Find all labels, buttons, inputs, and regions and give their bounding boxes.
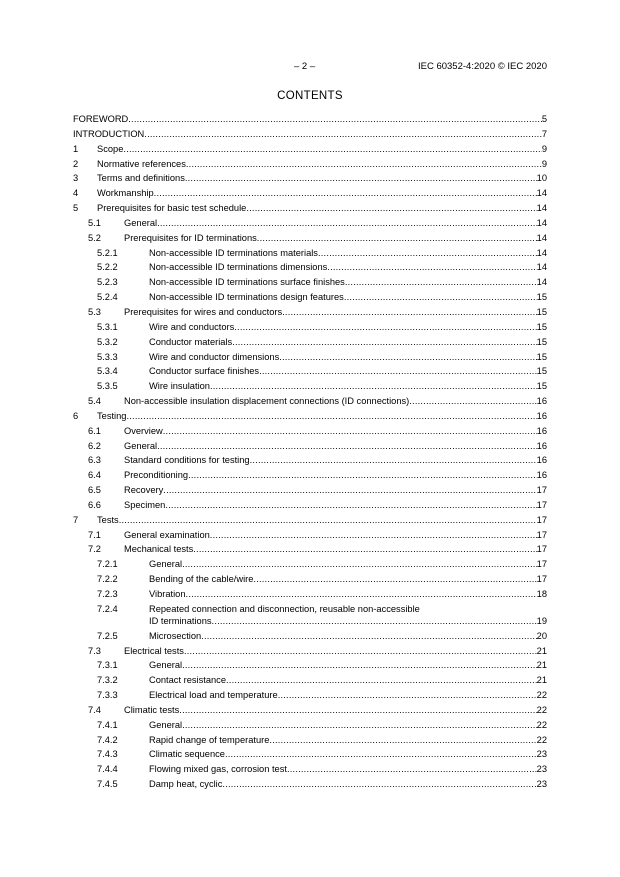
toc-entry[interactable]: [73, 202, 547, 214]
toc-entry-page: 17: [536, 514, 547, 525]
toc-leader-dots: [212, 615, 537, 627]
toc-leader-dots: [182, 659, 537, 671]
toc-entry[interactable]: [73, 158, 547, 170]
toc-leader-dots: [188, 469, 537, 481]
toc-entry-number: 7.4.5: [97, 779, 118, 790]
toc-entry[interactable]: [73, 734, 547, 746]
toc-entry-page: 21: [536, 675, 547, 686]
toc-entry-page: 17: [536, 574, 547, 585]
toc-leader-dots: [185, 172, 537, 184]
toc-leader-dots: [344, 291, 537, 303]
toc-entry-title: Rapid change of temperature: [149, 734, 270, 745]
toc-leader-dots: [182, 558, 537, 570]
toc-entry[interactable]: [73, 529, 547, 541]
toc-leader-dots: [165, 499, 536, 511]
toc-entry-title: General: [124, 217, 158, 228]
toc-entry[interactable]: [73, 128, 547, 140]
toc-entry-number: 7: [73, 514, 79, 525]
toc-entry[interactable]: [73, 514, 547, 526]
toc-entry-title: Prerequisites for ID terminations: [124, 232, 257, 243]
toc-entry-title: Non-accessible ID terminations dimensions: [149, 262, 328, 273]
toc-entry-number: 7.2.5: [97, 630, 118, 641]
toc-entry-number: 5.2.2: [97, 262, 118, 273]
toc-entry-page: 22: [536, 719, 547, 730]
toc-leader-dots: [282, 306, 537, 318]
toc-entry-title: Tests: [97, 514, 119, 525]
toc-entry-title: Non-accessible ID terminations design features: [149, 292, 344, 303]
toc-entry-number: 2: [73, 158, 79, 169]
toc-entry[interactable]: [73, 232, 547, 244]
toc-entry-number: 5.3: [88, 306, 101, 317]
toc-entry-page: 14: [536, 232, 547, 243]
page-header: [0, 61, 620, 75]
toc-entry-number: 7.3.2: [97, 675, 118, 686]
toc-leader-dots: [253, 573, 536, 585]
toc-entry[interactable]: [73, 603, 547, 627]
toc-entry-number: 7.3.3: [97, 690, 118, 701]
toc-entry-number: 5.3.2: [97, 336, 118, 347]
toc-entry-number: 7.2.3: [97, 589, 118, 599]
toc-leader-dots: [154, 187, 537, 199]
toc-entry-page: 10: [536, 173, 547, 184]
toc-entry-page: 5: [541, 114, 547, 124]
toc-leader-dots: [210, 380, 537, 392]
toc-leader-dots: [179, 704, 536, 716]
toc-entry-page: 14: [536, 262, 547, 273]
toc-entry-title: INTRODUCTION: [73, 128, 145, 139]
toc-leader-dots: [269, 734, 536, 746]
toc-entry-page: 21: [536, 645, 547, 656]
page-number: – 2 –: [294, 61, 316, 72]
toc-entry-title: Mechanical tests: [124, 544, 194, 555]
toc-entry-page: 16: [536, 455, 547, 466]
toc-entry-number: 5.4: [88, 396, 101, 407]
toc-entry-title: Repeated connection and disconnection, reusable non-accessible: [149, 603, 420, 614]
toc-entry[interactable]: [73, 588, 547, 600]
toc-entry-page: 7: [541, 128, 547, 139]
toc-leader-dots: [246, 202, 536, 214]
toc-entry-title: Overview: [124, 425, 163, 436]
toc-entry[interactable]: [73, 321, 547, 333]
toc-entry[interactable]: [73, 217, 547, 229]
toc-entry-page: 17: [536, 529, 547, 540]
toc-entry[interactable]: [73, 365, 547, 377]
toc-entry-title: General: [149, 660, 183, 671]
toc-entry-title: Flowing mixed gas, corrosion test: [149, 764, 287, 775]
toc-entry[interactable]: [73, 336, 547, 348]
toc-leader-dots: [279, 351, 536, 363]
toc-entry-title: Normative references: [97, 158, 186, 169]
toc-leader-dots: [144, 128, 542, 140]
toc-entry-number: 5.3.1: [97, 321, 118, 332]
toc-entry-title: Electrical tests: [124, 645, 184, 656]
toc-entry-page: 16: [536, 425, 547, 436]
toc-entry-page: 22: [536, 704, 547, 715]
toc-leader-dots: [163, 484, 536, 496]
toc-entry[interactable]: [73, 674, 547, 686]
toc-entry-title: Testing: [97, 410, 127, 421]
toc-leader-dots: [287, 763, 537, 775]
toc-leader-dots: [409, 395, 536, 407]
toc-entry[interactable]: [73, 276, 547, 288]
toc-entry-page: 15: [536, 306, 547, 317]
toc-entry-page: 23: [536, 749, 547, 760]
toc-entry-number: 7.4.4: [97, 764, 118, 775]
toc-entry[interactable]: [73, 291, 547, 303]
toc-entry[interactable]: [73, 630, 547, 642]
toc-entry[interactable]: [73, 172, 547, 184]
toc-entry[interactable]: [73, 261, 547, 273]
toc-entry-number: 7.2.1: [97, 559, 118, 570]
toc-entry-title: Microsection: [149, 630, 202, 641]
toc-entry[interactable]: [73, 659, 547, 671]
toc-leader-dots: [123, 143, 541, 155]
toc-entry-page: 15: [536, 292, 547, 303]
toc-entry[interactable]: [73, 410, 547, 422]
toc-entry[interactable]: [73, 395, 547, 407]
toc-entry[interactable]: [73, 543, 547, 555]
toc-entry-number: 7.1: [88, 529, 101, 540]
toc-leader-dots: [259, 365, 537, 377]
toc-leader-dots: [184, 645, 537, 657]
toc-leader-dots: [318, 247, 537, 259]
toc-leader-dots: [201, 630, 536, 642]
toc-entry-page: 21: [536, 660, 547, 671]
toc-entry-title: Recovery: [124, 485, 164, 496]
toc-entry-number: 5: [73, 203, 79, 214]
toc-entry-page: 15: [536, 336, 547, 347]
toc-leader-dots: [257, 232, 537, 244]
toc-entry-page: 19: [536, 615, 547, 626]
toc-entry[interactable]: [73, 689, 547, 701]
toc-leader-dots: [128, 113, 542, 125]
toc-entry-title: Prerequisites for wires and conductors: [124, 306, 283, 317]
toc-entry-number: 4: [73, 188, 79, 199]
toc-entry-number: 5.1: [88, 217, 101, 228]
table-of-contents: [73, 113, 547, 790]
toc-entry-title: Conductor materials: [149, 336, 233, 347]
toc-entry[interactable]: [73, 558, 547, 570]
toc-entry-page: 15: [536, 351, 547, 362]
toc-entry-number: 6.5: [88, 485, 101, 496]
toc-entry-page: 18: [536, 589, 547, 599]
toc-leader-dots: [225, 748, 537, 760]
toc-entry[interactable]: [73, 778, 547, 790]
toc-entry-number: 7.4.1: [97, 719, 118, 730]
toc-leader-dots: [157, 217, 537, 229]
toc-entry[interactable]: [73, 573, 547, 585]
toc-entry-title: Terms and definitions: [97, 173, 185, 184]
toc-leader-dots: [278, 689, 537, 701]
toc-entry-title: Scope: [97, 143, 124, 154]
toc-entry-title: Non-accessible ID terminations surface finishes: [149, 277, 345, 288]
toc-entry[interactable]: [73, 247, 547, 259]
toc-leader-dots: [222, 778, 536, 790]
toc-entry-number: 5.2: [88, 232, 101, 243]
toc-leader-dots: [234, 321, 536, 333]
toc-entry-number: 6.1: [88, 425, 101, 436]
toc-entry-page: 16: [536, 410, 547, 421]
toc-entry-title: Workmanship: [97, 188, 154, 199]
toc-entry-title: Conductor surface finishes: [149, 366, 260, 377]
toc-entry[interactable]: [73, 306, 547, 318]
toc-entry-title: Non-accessible ID terminations materials: [149, 247, 318, 258]
toc-entry-page: 15: [536, 366, 547, 377]
toc-leader-dots: [157, 440, 537, 452]
toc-entry-page: 14: [536, 188, 547, 199]
toc-entry-page: 14: [536, 217, 547, 228]
toc-entry-page: 20: [536, 630, 547, 641]
toc-leader-dots: [226, 674, 537, 686]
toc-leader-dots: [186, 588, 537, 600]
toc-entry[interactable]: [73, 469, 547, 481]
toc-leader-dots: [250, 454, 537, 466]
toc-entry-title: Preconditioning: [124, 470, 189, 481]
toc-entry[interactable]: [73, 748, 547, 760]
toc-entry-title: General examination: [124, 529, 210, 540]
toc-entry-number: 5.2.1: [97, 247, 118, 258]
toc-entry-title: Damp heat, cyclic: [149, 779, 223, 790]
toc-leader-dots: [182, 719, 537, 731]
toc-entry-title: Climatic sequence: [149, 749, 225, 760]
toc-entry-number: 5.2.4: [97, 292, 118, 303]
toc-entry-number: 7.3: [88, 645, 101, 656]
toc-entry[interactable]: [73, 484, 547, 496]
toc-entry-page: 17: [536, 559, 547, 570]
toc-entry[interactable]: [73, 719, 547, 731]
toc-entry-page: 15: [536, 321, 547, 332]
toc-entry-title: Standard conditions for testing: [124, 455, 250, 466]
toc-entry-page: 17: [536, 485, 547, 496]
toc-entry-number: 7.2: [88, 544, 101, 555]
toc-entry-number: 5.2.3: [97, 277, 118, 288]
toc-entry-page: 16: [536, 470, 547, 481]
toc-entry-number: 6.2: [88, 440, 101, 451]
toc-entry-number: 6.6: [88, 499, 101, 510]
toc-entry[interactable]: [73, 187, 547, 199]
toc-entry-page: 15: [536, 381, 547, 392]
toc-entry-page: 14: [536, 247, 547, 258]
toc-entry[interactable]: [73, 454, 547, 466]
toc-entry-number: 7.4.2: [97, 734, 118, 745]
toc-entry[interactable]: [73, 763, 547, 775]
toc-leader-dots: [163, 425, 537, 437]
toc-entry-title-continued: ID terminations: [149, 615, 212, 626]
toc-entry-page: 16: [536, 396, 547, 407]
toc-entry-page: 22: [536, 734, 547, 745]
toc-entry-page: 9: [541, 143, 547, 154]
toc-leader-dots: [210, 529, 537, 541]
toc-leader-dots: [345, 276, 537, 288]
toc-entry-title: Non-accessible insulation displacement connections (ID connections): [124, 396, 410, 407]
toc-entry-number: 6: [73, 410, 79, 421]
toc-entry-title: General: [124, 440, 158, 451]
toc-entry-number: 6.3: [88, 455, 101, 466]
toc-entry-title: FOREWORD: [73, 114, 129, 124]
toc-entry-page: 22: [536, 690, 547, 701]
toc-entry-title: Wire insulation: [149, 381, 210, 392]
toc-entry[interactable]: [73, 351, 547, 363]
toc-entry-number: 5.3.3: [97, 351, 118, 362]
toc-entry-number: 7.3.1: [97, 660, 118, 671]
toc-entry-page: 9: [541, 158, 547, 169]
toc-entry-title: Climatic tests: [124, 704, 180, 715]
toc-entry-title: Contact resistance: [149, 675, 226, 686]
toc-entry[interactable]: [73, 645, 547, 657]
toc-entry-number: 7.2.4: [97, 603, 118, 614]
toc-entry-title: Vibration: [149, 589, 186, 599]
toc-leader-dots: [193, 543, 536, 555]
toc-entry[interactable]: [73, 440, 547, 452]
toc-entry-title: General: [149, 559, 183, 570]
toc-leader-dots: [232, 336, 536, 348]
page-title: CONTENTS: [277, 90, 343, 102]
toc-entry[interactable]: [73, 143, 547, 155]
toc-entry-title: Bending of the cable/wire: [149, 574, 254, 585]
toc-entry[interactable]: [73, 425, 547, 437]
toc-entry-number: 3: [73, 173, 79, 184]
toc-leader-dots: [186, 158, 542, 170]
toc-entry-number: 7.4: [88, 704, 101, 715]
toc-entry-title: Prerequisites for basic test schedule: [97, 203, 247, 214]
toc-entry-title: Wire and conductor dimensions: [149, 351, 280, 362]
toc-entry-page: 16: [536, 440, 547, 451]
toc-entry-page: 23: [536, 764, 547, 775]
toc-entry-title: General: [149, 719, 183, 730]
toc-entry-page: 23: [536, 779, 547, 790]
toc-entry-title: Wire and conductors: [149, 321, 235, 332]
standard-designation: IEC 60352-4:2020 © IEC 2020: [417, 61, 547, 72]
toc-leader-dots: [327, 261, 536, 273]
toc-entry-page: 17: [536, 544, 547, 555]
toc-entry-number: 7.2.2: [97, 574, 118, 585]
toc-entry[interactable]: [73, 380, 547, 392]
toc-leader-dots: [126, 410, 536, 422]
toc-entry-title: Specimen: [124, 499, 166, 510]
toc-entry[interactable]: [73, 113, 547, 125]
toc-entry-number: 7.4.3: [97, 749, 118, 760]
toc-entry-number: 6.4: [88, 470, 101, 481]
toc-entry-number: 1: [73, 143, 79, 154]
toc-leader-dots: [119, 514, 537, 526]
toc-entry-number: 5.3.5: [97, 381, 118, 392]
toc-entry-page: 14: [536, 203, 547, 214]
toc-entry[interactable]: [73, 704, 547, 716]
toc-entry-page: 14: [536, 277, 547, 288]
toc-entry[interactable]: [73, 499, 547, 511]
toc-entry-page: 17: [536, 499, 547, 510]
toc-entry-title: Electrical load and temperature: [149, 690, 278, 701]
toc-entry-number: 5.3.4: [97, 366, 118, 377]
